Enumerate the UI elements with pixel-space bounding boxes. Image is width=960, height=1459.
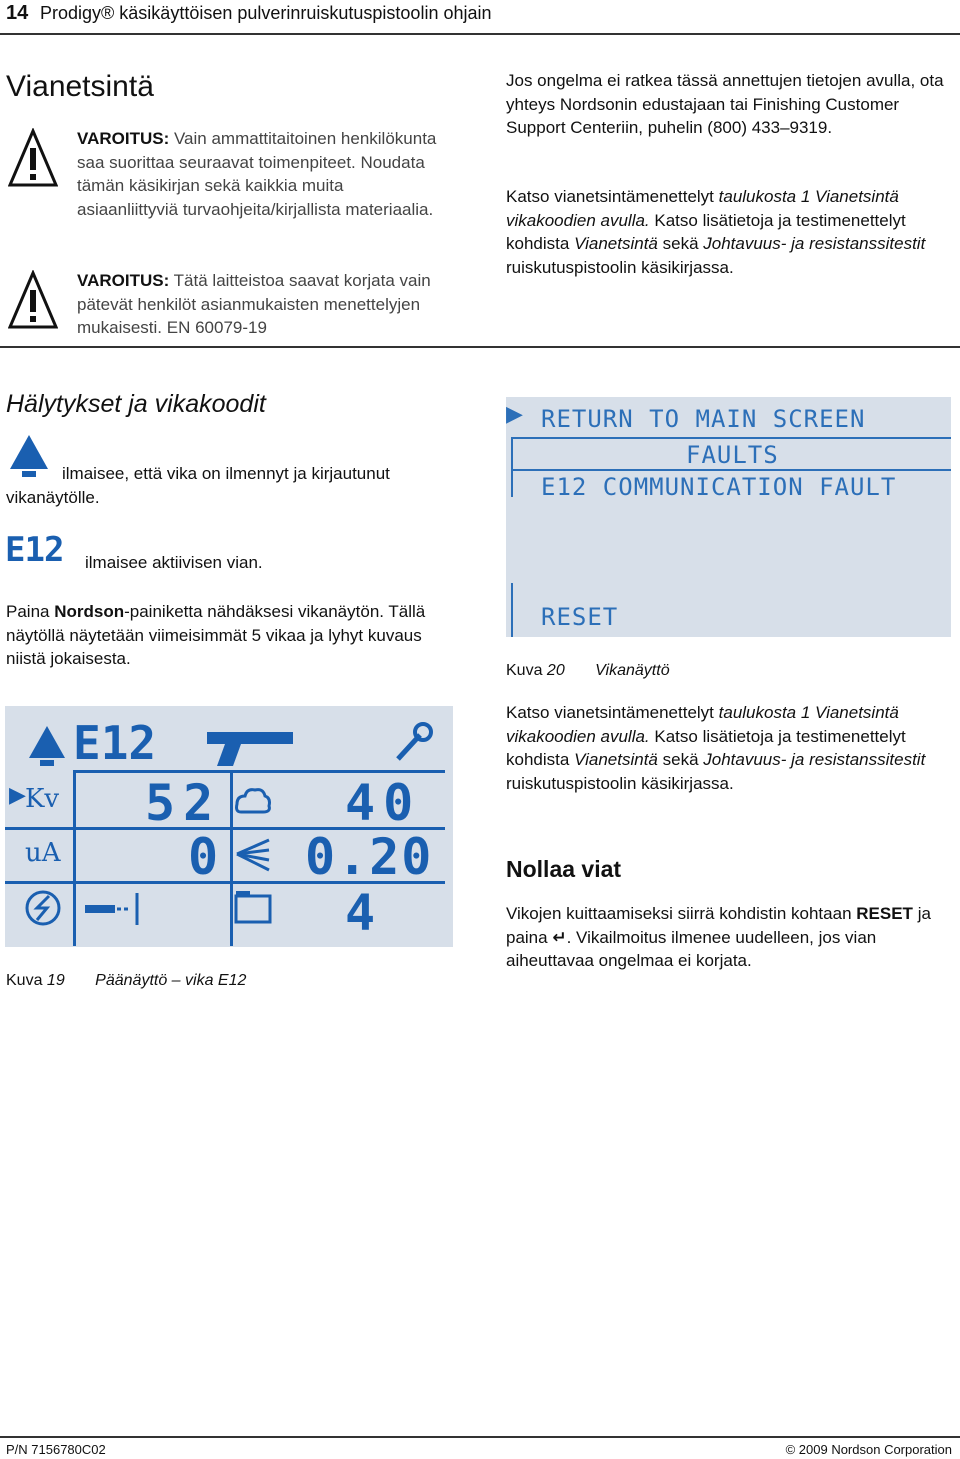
gun-trigger-icon <box>83 891 143 927</box>
see-text: Katso vianetsintämenettelyt <box>506 187 714 206</box>
caption-label: Kuva <box>6 972 43 989</box>
reset-keyword: RESET <box>856 904 913 923</box>
main-screen-display <box>5 706 453 947</box>
caption-number: 20 <box>546 662 565 679</box>
return-to-main-screen[interactable]: RETURN TO MAIN SCREEN <box>541 405 866 433</box>
caption-number: 19 <box>46 972 65 989</box>
fault-screen-display <box>506 397 951 637</box>
flow-value: 40 <box>345 774 422 832</box>
fault-code: E12 <box>73 716 157 770</box>
section-heading-reset: Nollaa viat <box>506 856 622 882</box>
reset-paragraph <box>506 902 951 973</box>
see-also-paragraph <box>506 185 951 279</box>
caption-text: Päänäyttö – vika E12 <box>95 972 247 989</box>
nordson-instruction <box>6 600 456 671</box>
warning-icon <box>8 128 58 188</box>
fault-entry: E12 COMMUNICATION FAULT <box>541 473 897 501</box>
copyright: © 2009 Nordson Corporation <box>785 1442 952 1457</box>
see-text: Katso vianetsintämenettelyt <box>506 703 714 722</box>
instruction-text: Paina <box>6 602 50 621</box>
warning-icon <box>8 270 58 330</box>
warning-1-text: Vain ammattitaitoinen henkilökunta saa suorittaa seuraavat toimenpiteet. Noudata tämän käsikirjan sekä kaikkia muita asiaanliittyviä turvaohjeita/kirjallista materiaalia. <box>77 129 437 219</box>
folder-icon <box>233 888 273 924</box>
section-heading-troubleshooting: Vianetsintä <box>6 70 154 103</box>
table-reference: taulukosta 1 Vianetsintä vikakoodien avulla. <box>506 703 899 746</box>
discharge-icon <box>23 888 63 928</box>
kv-value: 52 <box>145 774 222 832</box>
see-also-paragraph-2 <box>506 701 951 795</box>
section-reference: Johtavuus- ja resistanssitestit <box>703 234 926 253</box>
header-rule <box>0 33 960 35</box>
enter-key-icon: ↵ <box>552 927 567 947</box>
e12-description: ilmaisee aktiivisen vian. <box>85 553 263 572</box>
e12-symbol: E12 <box>5 530 64 570</box>
section-reference: Vianetsintä <box>574 234 658 253</box>
see-text: Katso lisätietoja ja testimenettelyt kohdista <box>506 210 906 253</box>
warning-2-text: Tätä laitteistoa saavat korjata vain pätevät henkilöt asianmukaisten menettelyjen mukaisesti. <box>77 271 431 337</box>
see-text: sekä <box>662 234 699 253</box>
reset-text: ja paina <box>506 904 931 947</box>
wrench-icon <box>390 721 434 765</box>
figure-20-caption <box>506 662 670 680</box>
cloud-icon <box>233 786 273 818</box>
bell-icon <box>27 724 67 770</box>
spray-gun-icon <box>205 728 295 768</box>
page-number: 14 <box>6 2 29 24</box>
spray-pattern-icon <box>233 836 273 872</box>
nordson-button-name: Nordson <box>54 602 125 621</box>
faults-title: FAULTS <box>686 441 779 469</box>
reset-option[interactable]: RESET <box>541 603 619 631</box>
warning-1 <box>77 127 437 221</box>
kv-label: Kv <box>25 784 60 814</box>
instruction-text: -painiketta nähdäksesi vikanäytön. Tällä näytöllä näytetään viimeisimmät 5 vikaa ja lyhyt kuvaus niistä jokaisesta. <box>6 602 426 668</box>
cursor-arrow-icon: ▶ <box>506 401 523 426</box>
section-reference: Vianetsintä <box>574 750 658 769</box>
see-text: Katso lisätietoja ja testimenettelyt kohdista <box>506 726 906 769</box>
footer-rule <box>0 1436 960 1438</box>
warning-1-label: VAROITUS: <box>77 129 170 148</box>
section-rule <box>0 346 960 348</box>
caption-text: Vikanäyttö <box>595 662 670 679</box>
cursor-arrow-icon: ▶ <box>9 782 26 807</box>
see-text: sekä <box>662 750 699 769</box>
warning-2-ref: EN 60079-19 <box>166 318 267 337</box>
ua-value: 0 <box>188 828 219 886</box>
reset-text: . Vikailmoitus ilmenee uudelleen, jos vian aiheuttavaa ongelmaa ei korjata. <box>506 927 877 970</box>
warning-2-label: VAROITUS: <box>77 271 170 290</box>
warning-2 <box>77 269 467 340</box>
box-value: 4 <box>345 884 376 942</box>
atomizing-value: 0.20 <box>305 828 434 886</box>
table-reference: taulukosta 1 Vianetsintä vikakoodien avulla. <box>506 187 899 230</box>
see-text: ruiskutuspistoolin käsikirjassa. <box>506 257 734 277</box>
contact-paragraph: Jos ongelma ei ratkea tässä annettujen tietojen avulla, ota yhteys Nordsonin edustajaan tai Finishing Customer Support Centeriin, puhelin (800) 433–9319. <box>506 71 944 137</box>
document-title: Prodigy® käsikäyttöisen pulverinruiskutuspistoolin ohjain <box>40 3 492 23</box>
section-reference: Johtavuus- ja resistanssitestit <box>703 750 926 769</box>
caption-label: Kuva <box>506 662 543 679</box>
see-text: ruiskutuspistoolin käsikirjassa. <box>506 773 734 793</box>
ua-label: uA <box>25 838 61 868</box>
part-number: P/N 7156780C02 <box>6 1442 106 1457</box>
section-heading-alarms: Hälytykset ja vikakoodit <box>6 390 266 418</box>
bell-description: ilmaisee, että vika on ilmennyt ja kirjautunut vikanäytölle. <box>6 464 390 507</box>
reset-text: Vikojen kuittaamiseksi siirrä kohdistin kohtaan <box>506 904 852 923</box>
figure-19-caption <box>6 972 246 990</box>
